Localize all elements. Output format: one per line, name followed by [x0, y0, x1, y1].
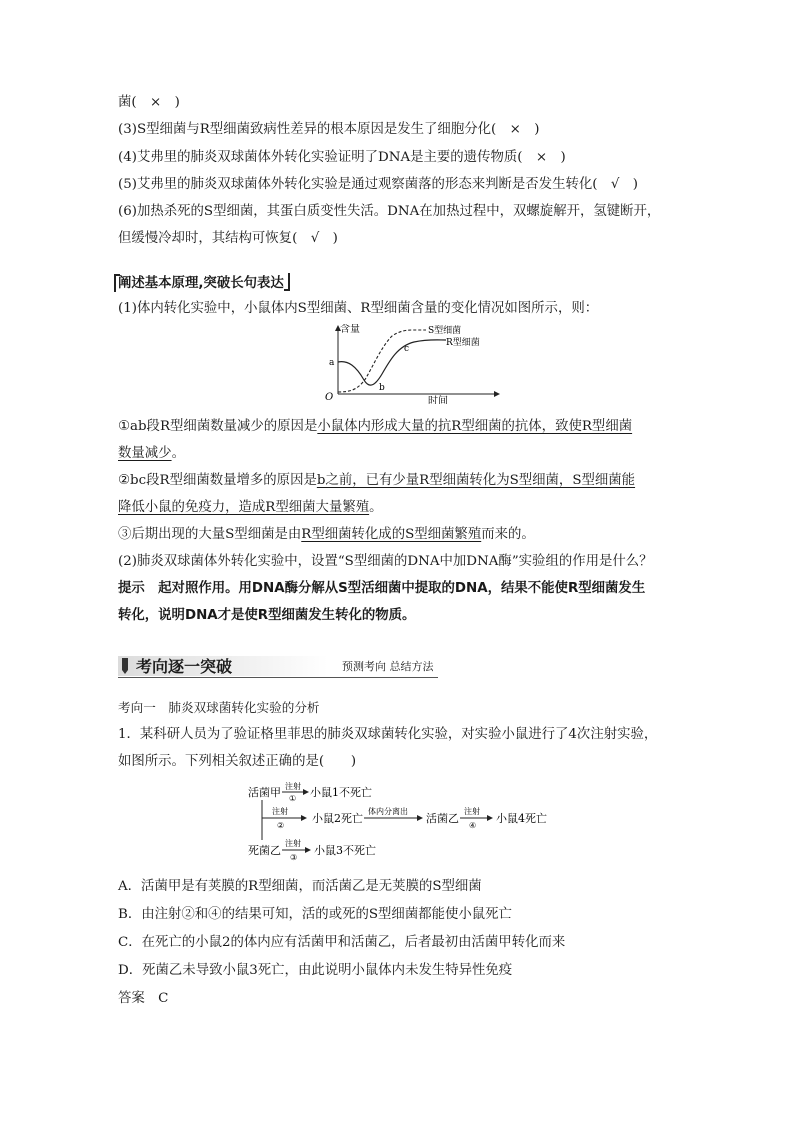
r-bacteria-curve — [338, 340, 446, 385]
answer-1-underline: 小鼠体内形成大量的抗R型细菌的抗体，致使R型细菌 — [317, 419, 633, 434]
option-d: D．死菌乙未导致小鼠3死亡，由此说明小鼠体内未发生特异性免疫 — [118, 963, 513, 978]
svg-text:注射: 注射 — [285, 839, 301, 848]
judgement-line-5: (5)艾弗里的肺炎双球菌体外转化实验是通过观察菌落的形态来判断是否发生转化( √ ) — [118, 177, 639, 192]
svg-text:注射: 注射 — [272, 807, 288, 816]
answer-1-line-2: 数量减少。 — [118, 446, 185, 461]
y-axis-label: 含量 — [340, 324, 360, 335]
hint-line-2: 转化，说明DNA才是使R型细菌发生转化的物质。 — [118, 608, 416, 623]
svg-text:③: ③ — [290, 853, 298, 862]
judgement-line-3: (3)S型细菌与R型细菌致病性差异的根本原因是发生了细胞分化( × ) — [118, 122, 540, 137]
live-bacteria-b: 活菌乙 — [426, 812, 459, 825]
point-c-label: c — [404, 344, 410, 354]
section-heading: 阐述基本原理,突破长句表达 — [118, 272, 284, 291]
mouse-4-result: 小鼠4死亡 — [496, 812, 547, 825]
r-bacteria-label: R型细菌 — [446, 338, 480, 348]
question-1: (1)体内转化实验中，小鼠体内S型细菌、R型细菌含量的变化情况如图所示，则： — [118, 301, 599, 316]
answer-3-line: ③后期出现的大量S型细菌是由R型细菌转化成的S型细菌繁殖而来的。 — [118, 527, 535, 542]
section-title: 考向逐一突破 — [136, 657, 233, 676]
svg-text:注射: 注射 — [285, 782, 301, 791]
judgement-line-6: (6)加热杀死的S型细菌，其蛋白质变性失活。DNA在加热过程中，双螺旋解开，氢键断开， — [118, 204, 661, 219]
answer-2-line-2: 降低小鼠的免疫力，造成R型细菌大量繁殖。 — [118, 500, 383, 515]
question-2: (2)肺炎双球菌体外转化实验中，设置“S型细菌的DNA中加DNA酶”实验组的作用是什么？ — [118, 554, 653, 569]
question-stem-1: 1．某科研人员为了验证格里菲思的肺炎双球菌转化实验，对实验小鼠进行了4次注射实验， — [118, 727, 658, 742]
hint-line-1: 提示 起对照作用。用DNA酶分解从S型活细菌中提取的DNA，结果不能使R型细菌发生 — [118, 581, 646, 596]
section-subtitle: 预测考向 总结方法 — [342, 660, 434, 673]
answer-1-line-1: ①ab段R型细菌数量减少的原因是小鼠体内形成大量的抗R型细菌的抗体，致使R型细菌 — [118, 419, 633, 434]
answer-2-underline: b之前，已有少量R型细菌转化为S型细菌，S型细菌能 — [316, 473, 636, 488]
live-bacteria-a: 活菌甲 — [248, 786, 281, 799]
point-b-label: b — [379, 383, 385, 393]
mouse-1-result: 小鼠1不死亡 — [310, 786, 372, 799]
point-a-label: a — [329, 358, 335, 368]
dead-bacteria-b: 死菌乙 — [248, 844, 281, 857]
mouse-3-result: 小鼠3不死亡 — [314, 844, 376, 857]
bacteria-graph — [318, 324, 508, 404]
svg-text:注射: 注射 — [464, 807, 480, 816]
option-c: C．在死亡的小鼠2的体内应有活菌甲和活菌乙，后者最初由活菌甲转化而来 — [118, 935, 566, 950]
svg-text:①: ① — [289, 794, 297, 803]
answer-2-line-1: ②bc段R型细菌数量增多的原因是b之前，已有少量R型细菌转化为S型细菌，S型细菌能 — [118, 473, 636, 488]
answer: 答案 C — [118, 991, 169, 1006]
judgement-line-1: 菌( × ) — [118, 95, 180, 110]
svg-text:体内分离出: 体内分离出 — [368, 807, 408, 816]
option-b: B．由注射②和④的结果可知，活的或死的S型细菌都能使小鼠死亡 — [118, 907, 512, 922]
injection-flow-diagram — [244, 780, 564, 872]
origin-label: O — [325, 392, 334, 403]
question-stem-2: 如图所示。下列相关叙述正确的是( ) — [118, 754, 357, 769]
svg-text:②: ② — [277, 821, 285, 830]
pencil-icon — [120, 658, 130, 674]
s-bacteria-label: S型细菌 — [428, 326, 462, 336]
svg-text:④: ④ — [469, 821, 477, 830]
topic-heading: 考向一 肺炎双球菌转化实验的分析 — [118, 700, 320, 715]
option-a: A．活菌甲是有荚膜的R型细菌，而活菌乙是无荚膜的S型细菌 — [118, 879, 482, 894]
judgement-line-4: (4)艾弗里的肺炎双球菌体外转化实验证明了DNA是主要的遗传物质( × ) — [118, 150, 566, 165]
judgement-line-6-cont: 但缓慢冷却时，其结构可恢复( √ ) — [118, 231, 338, 246]
x-axis-label: 时间 — [428, 396, 448, 404]
mouse-2-result: 小鼠2死亡 — [312, 812, 363, 825]
section-bar — [118, 652, 678, 678]
